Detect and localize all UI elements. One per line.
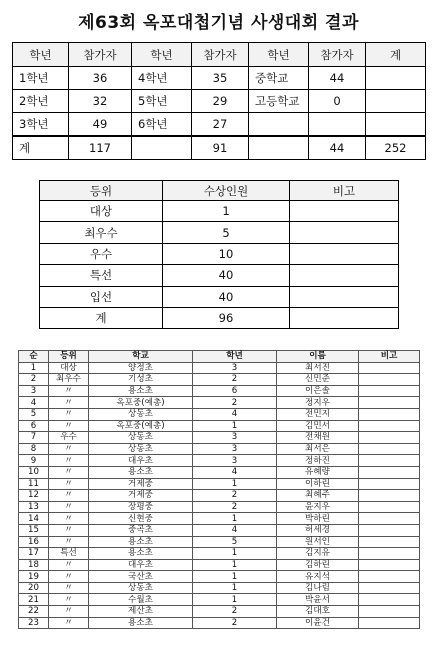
number-cell: 19 xyxy=(19,571,49,583)
table-row xyxy=(19,397,420,409)
number-cell: 17 xyxy=(19,548,49,560)
school-cell: 옥포중(예총) xyxy=(89,397,193,409)
winner-count-cell: 96 xyxy=(163,307,290,328)
name-cell: 이윤건 xyxy=(277,617,359,629)
total-cell xyxy=(366,67,426,90)
count-cell xyxy=(249,136,309,160)
count-cell: 32 xyxy=(69,90,132,113)
count-cell: 0 xyxy=(309,90,366,113)
total-row xyxy=(13,136,426,160)
note-cell xyxy=(290,265,399,286)
school-cell: 용소초 xyxy=(89,617,193,629)
table-row xyxy=(13,90,426,113)
school-cell: 용소초 xyxy=(89,548,193,560)
note-cell xyxy=(359,594,420,606)
grade-cell: 중학교 xyxy=(249,67,309,90)
grand-total-cell: 252 xyxy=(366,136,426,160)
school-cell: 상동초 xyxy=(89,432,193,444)
note-cell xyxy=(290,201,399,222)
table-row xyxy=(19,432,420,444)
name-cell: 이은솔 xyxy=(277,385,359,397)
table-row xyxy=(19,490,420,502)
school-cell: 기성초 xyxy=(89,374,193,386)
winner-count-cell: 1 xyxy=(163,201,290,222)
table-row xyxy=(19,594,420,606)
grade-cell: 2 xyxy=(193,501,277,513)
count-cell: 91 xyxy=(192,136,249,160)
school-cell: 신현중 xyxy=(89,513,193,525)
count-cell: 44 xyxy=(309,136,366,160)
note-cell xyxy=(290,222,399,243)
rank-cell: 계 xyxy=(40,307,163,328)
rank-cell: 〃 xyxy=(49,408,89,420)
note-cell xyxy=(359,501,420,513)
name-cell: 정지우 xyxy=(277,397,359,409)
name-cell: 신민준 xyxy=(277,374,359,386)
note-cell xyxy=(359,455,420,467)
table-row xyxy=(19,536,420,548)
name-cell: 최서은 xyxy=(277,443,359,455)
header-cell: 학년 xyxy=(193,351,277,363)
table-row xyxy=(19,606,420,618)
rank-cell: 〃 xyxy=(49,582,89,594)
table-row xyxy=(19,513,420,525)
grade-cell: 3 xyxy=(193,443,277,455)
name-cell: 정하진 xyxy=(277,455,359,467)
grade-cell: 4 xyxy=(193,408,277,420)
grade-cell xyxy=(249,113,309,137)
number-cell: 2 xyxy=(19,374,49,386)
header-cell: 학교 xyxy=(89,351,193,363)
note-cell xyxy=(290,286,399,307)
table-row xyxy=(19,617,420,629)
rank-cell: 특선 xyxy=(40,265,163,286)
grade-cell: 4학년 xyxy=(132,67,192,90)
table-row xyxy=(40,307,399,328)
grade-cell: 1 xyxy=(193,571,277,583)
school-cell: 국산초 xyxy=(89,571,193,583)
winners-header-row xyxy=(19,351,420,363)
name-cell: 김지유 xyxy=(277,548,359,560)
number-cell: 21 xyxy=(19,594,49,606)
count-cell xyxy=(132,136,192,160)
table-row xyxy=(19,455,420,467)
school-cell: 상동초 xyxy=(89,408,193,420)
number-cell: 22 xyxy=(19,606,49,618)
rank-cell: 〃 xyxy=(49,606,89,618)
school-cell: 거제중 xyxy=(89,478,193,490)
rank-cell: 〃 xyxy=(49,385,89,397)
name-cell: 김나림 xyxy=(277,582,359,594)
grade-cell: 3학년 xyxy=(13,113,69,137)
name-cell: 전민지 xyxy=(277,408,359,420)
table-row xyxy=(19,501,420,513)
rank-cell: 〃 xyxy=(49,594,89,606)
note-cell xyxy=(359,432,420,444)
grade-cell: 1 xyxy=(193,582,277,594)
grade-cell: 2 xyxy=(193,490,277,502)
page-title: 제63회 옥포대첩기념 사생대회 결과 xyxy=(78,13,359,33)
grade-cell: 6학년 xyxy=(132,113,192,137)
rank-cell: 〃 xyxy=(49,536,89,548)
total-label: 계 xyxy=(13,136,69,160)
number-cell: 13 xyxy=(19,501,49,513)
table-row xyxy=(19,478,420,490)
number-cell: 23 xyxy=(19,617,49,629)
note-cell xyxy=(359,385,420,397)
name-cell: 김민서 xyxy=(277,420,359,432)
count-cell: 29 xyxy=(192,90,249,113)
number-cell: 10 xyxy=(19,466,49,478)
school-cell: 상동초 xyxy=(89,582,193,594)
table-row xyxy=(13,67,426,90)
header-cell: 학년 xyxy=(13,43,69,67)
note-cell xyxy=(359,536,420,548)
table-row xyxy=(40,222,399,243)
table-row xyxy=(40,265,399,286)
number-cell: 16 xyxy=(19,536,49,548)
note-cell xyxy=(290,307,399,328)
header-cell: 참가자 xyxy=(69,43,132,67)
header-cell: 계 xyxy=(366,43,426,67)
grade-cell: 1 xyxy=(193,420,277,432)
school-cell: 용소초 xyxy=(89,466,193,478)
note-cell xyxy=(359,362,420,374)
name-cell: 이하린 xyxy=(277,478,359,490)
grade-cell: 4 xyxy=(193,466,277,478)
grade-cell: 5 xyxy=(193,536,277,548)
number-cell: 20 xyxy=(19,582,49,594)
grade-cell: 1 xyxy=(193,513,277,525)
rank-cell: 최우수 xyxy=(40,222,163,243)
table-row xyxy=(40,243,399,264)
winner-count-cell: 5 xyxy=(163,222,290,243)
header-cell: 수상인원 xyxy=(163,181,290,201)
table-row xyxy=(19,374,420,386)
note-cell xyxy=(359,420,420,432)
number-cell: 12 xyxy=(19,490,49,502)
rank-cell: 〃 xyxy=(49,443,89,455)
header-cell: 참가자 xyxy=(309,43,366,67)
number-cell: 1 xyxy=(19,362,49,374)
note-cell xyxy=(359,559,420,571)
name-cell: 유혜량 xyxy=(277,466,359,478)
grade-cell: 1 xyxy=(193,548,277,560)
grade-cell: 1 xyxy=(193,559,277,571)
rank-cell: 〃 xyxy=(49,478,89,490)
table-row xyxy=(13,113,426,137)
header-cell: 참가자 xyxy=(192,43,249,67)
number-cell: 7 xyxy=(19,432,49,444)
grade-cell: 2 xyxy=(193,374,277,386)
note-cell xyxy=(359,524,420,536)
table-row xyxy=(40,201,399,222)
total-cell xyxy=(366,113,426,137)
header-cell: 학년 xyxy=(132,43,192,67)
rank-cell: 입선 xyxy=(40,286,163,307)
grade-cell: 3 xyxy=(193,455,277,467)
name-cell: 박하린 xyxy=(277,513,359,525)
table-row xyxy=(19,571,420,583)
table-row xyxy=(19,385,420,397)
participants-header-row xyxy=(13,43,426,67)
school-cell: 거제중 xyxy=(89,490,193,502)
grade-cell: 3 xyxy=(193,362,277,374)
header-cell: 이름 xyxy=(277,351,359,363)
school-cell: 수월초 xyxy=(89,594,193,606)
table-row xyxy=(19,408,420,420)
note-cell xyxy=(359,582,420,594)
table-row xyxy=(19,466,420,478)
table-row xyxy=(19,362,420,374)
table-row xyxy=(19,559,420,571)
grade-cell: 5학년 xyxy=(132,90,192,113)
rank-cell: 〃 xyxy=(49,501,89,513)
count-cell xyxy=(309,113,366,137)
note-cell xyxy=(359,513,420,525)
table-row xyxy=(19,420,420,432)
note-cell xyxy=(359,466,420,478)
number-cell: 9 xyxy=(19,455,49,467)
rank-cell: 우수 xyxy=(40,243,163,264)
rank-cell: 우수 xyxy=(49,432,89,444)
name-cell: 김대호 xyxy=(277,606,359,618)
number-cell: 11 xyxy=(19,478,49,490)
note-cell xyxy=(359,397,420,409)
grade-cell: 2학년 xyxy=(13,90,69,113)
number-cell: 14 xyxy=(19,513,49,525)
name-cell: 윤지우 xyxy=(277,501,359,513)
winners-table xyxy=(18,350,420,629)
rank-cell: 〃 xyxy=(49,490,89,502)
table-row xyxy=(40,286,399,307)
count-cell: 35 xyxy=(192,67,249,90)
school-cell: 옥포중(예총) xyxy=(89,420,193,432)
grade-cell: 2 xyxy=(193,397,277,409)
grade-cell: 2 xyxy=(193,617,277,629)
rank-cell: 〃 xyxy=(49,513,89,525)
awards-table xyxy=(39,180,399,329)
rank-cell: 대상 xyxy=(49,362,89,374)
note-cell xyxy=(359,478,420,490)
count-cell: 27 xyxy=(192,113,249,137)
grade-cell: 1학년 xyxy=(13,67,69,90)
header-cell: 비고 xyxy=(290,181,399,201)
count-cell: 44 xyxy=(309,67,366,90)
table-row xyxy=(19,548,420,560)
note-cell xyxy=(359,548,420,560)
grade-cell: 고등학교 xyxy=(249,90,309,113)
note-cell xyxy=(359,571,420,583)
school-cell: 중곡초 xyxy=(89,524,193,536)
number-cell: 18 xyxy=(19,559,49,571)
school-cell: 용소초 xyxy=(89,385,193,397)
awards-header-row xyxy=(40,181,399,201)
count-cell: 117 xyxy=(69,136,132,160)
note-cell xyxy=(290,243,399,264)
number-cell: 8 xyxy=(19,443,49,455)
school-cell: 상동초 xyxy=(89,443,193,455)
name-cell: 허세경 xyxy=(277,524,359,536)
note-cell xyxy=(359,617,420,629)
note-cell xyxy=(359,408,420,420)
number-cell: 4 xyxy=(19,397,49,409)
number-cell: 15 xyxy=(19,524,49,536)
header-cell: 학년 xyxy=(249,43,309,67)
note-cell xyxy=(359,606,420,618)
header-cell: 순 xyxy=(19,351,49,363)
number-cell: 5 xyxy=(19,408,49,420)
school-cell: 대우초 xyxy=(89,455,193,467)
winner-count-cell: 40 xyxy=(163,286,290,307)
rank-cell: 최우수 xyxy=(49,374,89,386)
rank-cell: 〃 xyxy=(49,466,89,478)
grade-cell: 2 xyxy=(193,606,277,618)
rank-cell: 〃 xyxy=(49,455,89,467)
name-cell: 박윤서 xyxy=(277,594,359,606)
number-cell: 6 xyxy=(19,420,49,432)
school-cell: 장평중 xyxy=(89,501,193,513)
school-cell: 용소초 xyxy=(89,536,193,548)
school-cell: 양정초 xyxy=(89,362,193,374)
school-cell: 제산초 xyxy=(89,606,193,618)
grade-cell: 1 xyxy=(193,594,277,606)
header-cell: 비고 xyxy=(359,351,420,363)
name-cell: 원서인 xyxy=(277,536,359,548)
header-cell: 등위 xyxy=(40,181,163,201)
school-cell: 대우초 xyxy=(89,559,193,571)
grade-cell: 4 xyxy=(193,524,277,536)
name-cell: 최서진 xyxy=(277,362,359,374)
table-row xyxy=(19,443,420,455)
total-cell xyxy=(366,90,426,113)
count-cell: 49 xyxy=(69,113,132,137)
note-cell xyxy=(359,374,420,386)
note-cell xyxy=(359,490,420,502)
rank-cell: 〃 xyxy=(49,571,89,583)
rank-cell: 〃 xyxy=(49,397,89,409)
grade-cell: 3 xyxy=(193,432,277,444)
rank-cell: 〃 xyxy=(49,420,89,432)
winner-count-cell: 10 xyxy=(163,243,290,264)
count-cell: 36 xyxy=(69,67,132,90)
name-cell: 전채원 xyxy=(277,432,359,444)
rank-cell: 〃 xyxy=(49,617,89,629)
name-cell: 김하린 xyxy=(277,559,359,571)
rank-cell: 대상 xyxy=(40,201,163,222)
grade-cell: 1 xyxy=(193,478,277,490)
rank-cell: 특선 xyxy=(49,548,89,560)
table-row xyxy=(19,524,420,536)
participants-table xyxy=(12,42,426,160)
rank-cell: 〃 xyxy=(49,559,89,571)
winner-count-cell: 40 xyxy=(163,265,290,286)
header-cell: 등위 xyxy=(49,351,89,363)
table-row xyxy=(19,582,420,594)
name-cell: 최혜주 xyxy=(277,490,359,502)
name-cell: 유지석 xyxy=(277,571,359,583)
note-cell xyxy=(359,443,420,455)
rank-cell: 〃 xyxy=(49,524,89,536)
number-cell: 3 xyxy=(19,385,49,397)
grade-cell: 6 xyxy=(193,385,277,397)
